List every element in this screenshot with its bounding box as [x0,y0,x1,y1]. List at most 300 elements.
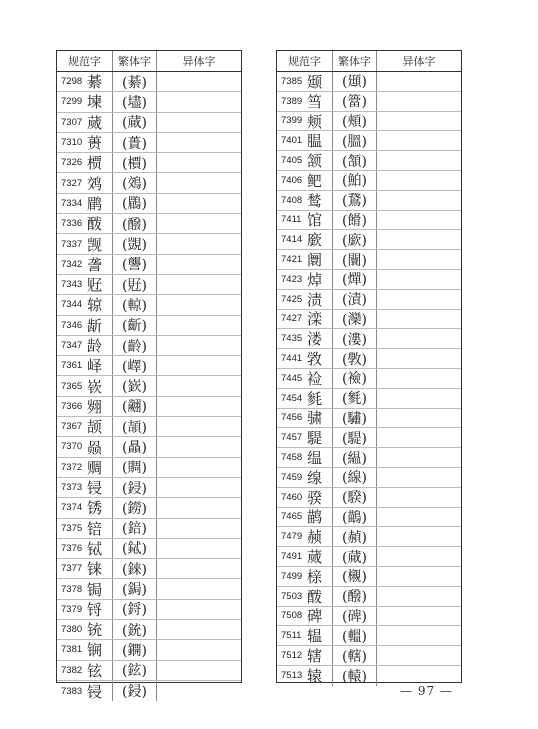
traditional-char: (鉉) [113,661,157,680]
simplified-cell [57,559,113,578]
traditional-char: (騠) [333,428,377,447]
simplified-cell [57,519,113,538]
table-row [277,72,461,92]
simplified-char: 骙 [307,488,323,507]
simplified-char: 赪 [307,528,323,547]
simplified-char: 铽 [87,539,103,558]
traditional-char: (漊) [333,329,377,348]
simplified-char: 蒇 [87,113,103,132]
simplified-char: 铳 [87,621,103,640]
variant-cell [157,72,241,91]
variant-cell [377,131,461,150]
simplified-cell [277,310,333,329]
simplified-cell [277,230,333,249]
table-row [277,587,461,607]
traditional-char: (銃) [113,620,157,639]
traditional-char: (輬) [113,295,157,314]
header-simplified: 规范字 [277,51,333,71]
entry-number: 7310 [61,137,83,149]
table-row [277,369,461,389]
simplified-char: 筜 [307,92,323,111]
traditional-char: (漬) [333,290,377,309]
variant-cell [157,376,241,395]
variant-cell [377,151,461,170]
simplified-char: 辕 [307,667,323,686]
table-row [277,567,461,587]
table-row [57,661,241,681]
simplified-char: 龂 [87,316,103,335]
variant-cell [157,661,241,680]
simplified-char: 锈 [87,499,103,518]
traditional-char: (贔) [113,437,157,456]
entry-number: 7377 [61,563,83,575]
simplified-cell [57,356,113,375]
traditional-char: (櫬) [333,567,377,586]
simplified-char: 馆 [307,211,323,230]
entry-number: 7374 [61,502,83,514]
entry-number: 7421 [281,254,303,266]
traditional-char: (嶧) [113,356,157,375]
variant-cell [377,607,461,626]
entry-number: 7408 [281,194,303,206]
entry-number: 7299 [61,96,83,108]
traditional-char: (赬) [333,527,377,546]
simplified-cell [277,587,333,606]
variant-cell [157,681,241,701]
traditional-char: (覬) [113,234,157,253]
simplified-cell [57,681,113,701]
simplified-cell [277,389,333,408]
simplified-cell [277,250,333,269]
variant-cell [377,547,461,566]
simplified-cell [57,640,113,659]
right-table [276,50,462,686]
traditional-char: (鵞) [333,191,377,210]
entry-number: 7366 [61,400,83,412]
header-variant: 异体字 [182,55,216,68]
simplified-cell [277,567,333,586]
table-row [57,356,241,376]
table-row [277,270,461,290]
traditional-char: (斆) [333,349,377,368]
table-row [277,191,461,211]
variant-cell [157,519,241,538]
entry-number: 7414 [281,234,303,246]
entry-number: 7454 [281,392,303,404]
traditional-char: (騤) [333,488,377,507]
header-traditional: 繁体字 [333,51,377,71]
simplified-cell [57,579,113,598]
variant-cell [157,640,241,659]
simplified-cell [57,255,113,274]
header-variant: 异体字 [402,55,436,68]
simplified-char: 溇 [307,330,323,349]
entry-number: 7376 [61,542,83,554]
entry-number: 7513 [281,670,303,682]
table-row [277,626,461,646]
simplified-char: 渍 [307,290,323,309]
variant-cell [377,290,461,309]
variant-cell [157,133,241,152]
table-row [277,92,461,112]
table-row [277,151,461,171]
traditional-char: (鶥) [113,194,157,213]
variant-cell [377,508,461,527]
entry-number: 7508 [281,610,303,622]
simplified-cell [57,316,113,335]
variant-cell [157,92,241,111]
table-row [277,646,461,666]
table-row [277,310,461,330]
traditional-char: (翽) [113,397,157,416]
table-row [57,336,241,356]
variant-cell [377,646,461,665]
table-row [277,349,461,369]
table-row [57,620,241,640]
traditional-char: (讋) [113,255,157,274]
table-row [57,153,241,173]
entry-number: 7307 [61,116,83,128]
simplified-cell [57,275,113,294]
simplified-char: 峄 [87,357,103,376]
entry-number: 7503 [281,590,303,602]
traditional-char: (驌) [333,409,377,428]
simplified-cell [277,211,333,230]
simplified-char: 鹙 [307,191,323,210]
variant-cell [157,194,241,213]
traditional-char: (鐦) [113,640,157,659]
left-table [56,50,242,701]
variant-cell [157,295,241,314]
traditional-char: (錇) [113,519,157,538]
traditional-char: (毿) [333,389,377,408]
simplified-cell [277,547,333,566]
variant-cell [377,112,461,131]
variant-cell [377,191,461,210]
variant-cell [157,356,241,375]
simplified-char: 蒇 [307,548,323,567]
traditional-char: (轄) [333,646,377,665]
traditional-char: (檟) [113,153,157,172]
table-row [57,498,241,518]
simplified-char: 颊 [307,112,323,131]
simplified-char: 颋 [307,72,323,91]
variant-cell [157,255,241,274]
simplified-cell [57,661,113,680]
traditional-char: (碑) [333,607,377,626]
simplified-cell [277,626,333,645]
table-row [57,173,241,193]
variant-cell [157,214,241,233]
entry-number: 7373 [61,482,83,494]
entry-number: 7441 [281,353,303,365]
simplified-cell [277,191,333,210]
table-row [57,376,241,396]
simplified-char: 詟 [87,255,103,274]
traditional-char: (頷) [333,151,377,170]
entry-number: 7337 [61,238,83,250]
entry-number: 7479 [281,531,303,543]
traditional-char: (齡) [113,336,157,355]
traditional-char: (鋱) [113,539,157,558]
table-row [277,488,461,508]
simplified-char: 铉 [87,661,103,680]
traditional-char: (線) [333,468,377,487]
simplified-cell [57,214,113,233]
variant-cell [157,458,241,477]
simplified-cell [57,336,113,355]
traditional-char: (齗) [113,316,157,335]
table-row [57,600,241,620]
simplified-char: 辒 [307,627,323,646]
simplified-cell [277,329,333,348]
traditional-char: (蕆) [333,547,377,566]
simplified-cell [277,488,333,507]
traditional-char: (膃) [333,131,377,150]
entry-number: 7465 [281,511,303,523]
simplified-cell [277,131,333,150]
simplified-char: 榇 [307,567,323,586]
traditional-char: (轅) [333,666,377,686]
traditional-char: (廞) [333,230,377,249]
entry-number: 7361 [61,360,83,372]
variant-cell [377,349,461,368]
entry-number: 7378 [61,583,83,595]
simplified-char: 觃 [87,276,103,295]
simplified-cell [57,376,113,395]
simplified-cell [57,194,113,213]
simplified-cell [57,417,113,436]
entry-number: 7380 [61,624,83,636]
simplified-cell [57,173,113,192]
simplified-char: 嵚 [87,377,103,396]
simplified-char: 焯 [307,270,323,289]
table-row [277,547,461,567]
table-row [277,290,461,310]
table-row [57,478,241,498]
entry-number: 7491 [281,551,303,563]
traditional-char: (襝) [333,369,377,388]
entry-number: 7344 [61,299,83,311]
table-row [57,458,241,478]
variant-cell [157,579,241,598]
simplified-char: 酦 [87,215,103,234]
table-row [277,409,461,429]
variant-cell [377,666,461,686]
entry-number: 7370 [61,441,83,453]
variant-cell [377,626,461,645]
table-row [57,275,241,295]
traditional-char: (鐒) [113,498,157,517]
simplified-cell [277,349,333,368]
variant-cell [377,567,461,586]
entry-number: 7365 [61,380,83,392]
traditional-char: (鵁) [113,173,157,192]
table-row [57,437,241,457]
variant-cell [377,310,461,329]
variant-cell [377,488,461,507]
variant-cell [377,270,461,289]
entry-number: 7347 [61,340,83,351]
variant-cell [377,587,461,606]
simplified-char: 腽 [307,132,323,151]
entry-number: 7372 [61,461,83,473]
simplified-cell [57,234,113,253]
simplified-cell [57,600,113,619]
variant-cell [157,600,241,619]
simplified-char: 锊 [87,600,103,619]
simplified-cell [277,409,333,428]
simplified-char: 锎 [87,641,103,660]
entry-number: 7336 [61,218,83,230]
entry-number: 7343 [61,279,83,291]
table-row [277,389,461,409]
simplified-cell [57,437,113,456]
simplified-cell [57,113,113,132]
table-row [57,559,241,579]
simplified-cell [277,151,333,170]
simplified-char: 騠 [307,429,323,448]
table-row [277,211,461,231]
variant-cell [377,92,461,111]
variant-cell [157,498,241,517]
entry-number: 7411 [281,214,302,226]
variant-cell [157,539,241,558]
entry-number: 7423 [281,273,303,285]
entry-number: 7383 [61,685,83,697]
simplified-char: 觊 [87,235,103,254]
table-row [57,194,241,214]
simplified-char: 锫 [87,519,103,538]
variant-cell [157,478,241,497]
table-row [277,250,461,270]
table-row [57,579,241,599]
simplified-char: 滦 [307,310,323,329]
simplified-cell [57,458,113,477]
simplified-cell [57,498,113,517]
table-row [57,681,241,701]
entry-number: 7326 [61,157,83,169]
simplified-cell [277,92,333,111]
simplified-char: 颔 [307,152,323,171]
entry-number: 7367 [61,421,83,433]
simplified-char: 毵 [307,389,323,408]
simplified-cell [57,92,113,111]
traditional-char: (頲) [333,72,377,91]
simplified-char: 辌 [87,296,103,315]
traditional-char: (轀) [333,626,377,645]
entry-number: 7342 [61,258,83,270]
table-row [277,230,461,250]
simplified-char: 碑 [307,607,323,626]
variant-cell [157,336,241,355]
simplified-char: 廞 [307,231,323,250]
traditional-char: (鋟) [113,478,157,497]
entry-number: 7445 [281,372,303,384]
traditional-char: (鮊) [333,171,377,190]
traditional-char: (蕢) [113,133,157,152]
simplified-cell [277,369,333,388]
simplified-char: 蒉 [87,134,103,153]
table-row [277,607,461,627]
variant-cell [157,316,241,335]
traditional-char: (綦) [113,72,157,91]
table-row [277,428,461,448]
table-row [277,131,461,151]
simplified-char: 槚 [87,154,103,173]
simplified-char: 裣 [307,369,323,388]
traditional-char: (緼) [333,448,377,467]
variant-cell [377,171,461,190]
simplified-cell [277,508,333,527]
entry-number: 7327 [61,177,83,189]
variant-cell [377,468,461,487]
simplified-cell [57,620,113,639]
entry-number: 7298 [61,76,83,88]
header-simplified: 规范字 [57,51,113,71]
table-row [57,133,241,153]
simplified-char: 䴔 [87,174,103,193]
entry-number: 7460 [281,491,303,503]
variant-cell [377,72,461,91]
variant-cell [157,113,241,132]
entry-number: 7334 [61,197,83,209]
simplified-char: 骕 [307,409,323,428]
traditional-char: (醱) [333,587,377,606]
traditional-char: (蕆) [113,113,157,132]
table-row [57,640,241,660]
traditional-char: (闤) [333,250,377,269]
simplified-cell [57,397,113,416]
traditional-char: (簹) [333,92,377,111]
traditional-char: (醱) [113,214,157,233]
variant-cell [377,527,461,546]
traditional-char: (鋟) [113,681,157,701]
traditional-char: (頡) [113,417,157,436]
traditional-char: (灤) [333,310,377,329]
simplified-cell [277,290,333,309]
simplified-cell [277,428,333,447]
simplified-cell [57,153,113,172]
table-row [57,72,241,92]
variant-cell [157,275,241,294]
entry-number: 7406 [281,174,303,186]
table-header [57,51,241,72]
simplified-char: 翙 [87,397,103,416]
variant-cell [377,409,461,428]
simplified-cell [277,607,333,626]
variant-cell [157,234,241,253]
table-row [57,539,241,559]
entry-number: 7459 [281,471,303,483]
header-traditional: 繁体字 [113,51,157,71]
entry-number: 7405 [281,155,303,167]
page-number: — 97 — [400,684,453,698]
table-row [57,113,241,133]
table-row [57,255,241,275]
entry-number: 7425 [281,293,303,305]
entry-number: 7435 [281,333,303,345]
simplified-cell [57,539,113,558]
simplified-char: 铼 [87,560,103,579]
table-row [57,417,241,437]
entry-number: 7511 [281,630,302,642]
table-row [277,468,461,488]
simplified-char: 锓 [87,479,103,498]
variant-cell [377,230,461,249]
entry-number: 7401 [281,135,303,147]
variant-cell [377,211,461,230]
